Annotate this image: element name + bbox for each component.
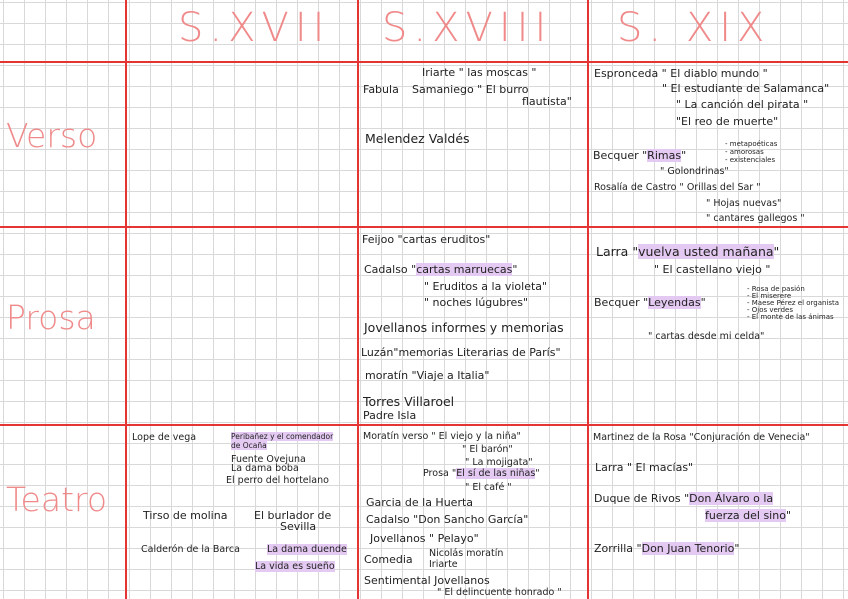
- prosa18-eruditos: " Eruditos a la violeta": [424, 280, 548, 293]
- teatro18-delincuente: " El delincuente honrado ": [437, 587, 562, 598]
- verso18-samaniego: Samaniego " El burro: [412, 83, 529, 96]
- prosa18-padre: Padre Isla: [363, 409, 417, 422]
- teatro18-cadalso: Cadalso "Don Sancho García": [366, 513, 529, 526]
- row-divider-1: [0, 61, 848, 63]
- teatro19-zorrilla: [594, 543, 739, 555]
- row-label-teatro: Teatro: [6, 480, 108, 519]
- cartas-marruecas-highlight: cartas marruecas: [416, 263, 513, 276]
- prosa19-becquer: [594, 297, 706, 309]
- verso19-estudiante: " El estudiante de Salamanca": [662, 82, 830, 95]
- teatro18-iriarte: Iriarte: [429, 559, 458, 570]
- verso18-flautista: flautista": [522, 95, 572, 108]
- leyendas-highlight: Leyendas: [648, 296, 701, 309]
- cartas-quote: ": [512, 263, 518, 276]
- prosa18-cadalso: [364, 264, 517, 276]
- leyenda-2: - El miserere: [747, 292, 792, 300]
- verso19-espronceda: Espronceda " El diablo mundo ": [594, 67, 768, 80]
- vuelva-quote: ": [773, 244, 780, 259]
- dama-duende-highlight: La dama duende: [267, 544, 347, 555]
- prosa19-cartas: " cartas desde mi celda": [648, 331, 765, 342]
- teatro19-martinez: Martinez de la Rosa "Conjuración de Venecia": [593, 432, 810, 443]
- teatro17-dama-boba: La dama boba: [231, 463, 299, 474]
- teatro18-nicolas: Nicolás moratín: [429, 548, 504, 559]
- verso19-hojas: " Hojas nuevas": [706, 198, 782, 209]
- prosa19-castellano: " El castellano viejo ": [654, 263, 771, 276]
- teatro18-mojigata: " La mojigata": [465, 457, 533, 468]
- teatro17-calderon: Calderón de la Barca: [141, 544, 240, 555]
- alvaro-quote: ": [785, 509, 791, 522]
- teatro17-dama-duende: [267, 544, 347, 556]
- teatro17-vida: [255, 561, 335, 573]
- teatro18-baron: " El barón": [462, 444, 513, 455]
- teatro18-garcia: Garcia de la Huerta: [366, 496, 474, 509]
- duque-label: Duque de Rivos ": [594, 492, 690, 505]
- header-s18: S.XVIII: [382, 5, 553, 51]
- leyendas-quote: ": [700, 296, 706, 309]
- column-divider-2: [357, 0, 359, 599]
- prosa18-moratin: moratín "Viaje a Italia": [365, 369, 490, 382]
- teatro19-alvaro-2: [705, 510, 791, 522]
- teatro18-sentimental: Sentimental Jovellanos: [364, 574, 490, 587]
- leyenda-1: - Rosa de pasión: [747, 285, 805, 293]
- row-divider-3: [0, 424, 848, 426]
- verso19-reo: "El reo de muerte": [676, 115, 779, 128]
- si-ninas-highlight: El sí de las niñas: [456, 468, 536, 479]
- becquer-label: Becquer ": [593, 149, 648, 162]
- prosa18-luzan: Luzán"memorias Literarias de París": [361, 346, 561, 359]
- vuelva-highlight: vuelva usted mañana: [638, 244, 774, 259]
- peribanez-highlight: Peribañez y el comendador: [231, 432, 334, 441]
- verso18-iriarte: Iriarte " las moscas ": [422, 66, 537, 79]
- alvaro-highlight-2: fuerza del sino: [705, 509, 786, 522]
- si-ninas-quote: ": [535, 468, 540, 479]
- teatro17-burlador-2: Sevilla: [280, 520, 317, 533]
- ocana-highlight: de Ocaña: [231, 441, 267, 450]
- verso18-fabula: Fabula: [363, 83, 399, 96]
- verso19-golondrinas: " Golondrinas": [660, 166, 729, 177]
- rimas-type-1: - metapoéticas: [725, 140, 778, 148]
- teatro17-perro: El perro del hortelano: [226, 475, 329, 486]
- prosa18-feijoo: Feijoo "cartas eruditos": [362, 233, 491, 246]
- teatro17-burlador-1: El burlador de: [254, 509, 332, 522]
- teatro17-peribanez: [231, 433, 333, 440]
- rimas-quote: ": [681, 149, 687, 162]
- teatro17-tirso: Tirso de molina: [143, 509, 228, 522]
- prosa18-torres: Torres Villaroel: [363, 394, 455, 409]
- cadalso-label: Cadalso ": [364, 263, 417, 276]
- teatro19-duque: [594, 493, 773, 505]
- verso19-cancion: " La canción del pirata ": [676, 98, 809, 111]
- column-divider-1: [125, 0, 127, 599]
- teatro19-larra: Larra " El macías": [595, 461, 694, 474]
- tenorio-quote: ": [734, 542, 740, 555]
- zorrilla-label: Zorrilla ": [594, 542, 642, 555]
- verso19-cantares: " cantares gallegos ": [706, 213, 805, 224]
- teatro18-cafe: " El café ": [465, 482, 512, 493]
- leyenda-4: - Ojos verdes: [747, 306, 793, 314]
- vida-sueno-highlight: La vida es sueño: [255, 561, 335, 572]
- leyenda-3: - Maese Pérez el organista: [747, 299, 840, 307]
- prosa18-noches: " noches lúgubres": [424, 296, 529, 309]
- alvaro-highlight-1: Don Álvaro o la: [689, 492, 774, 505]
- prosa19-larra: [596, 246, 779, 258]
- teatro18-jovellanos: Jovellanos " Pelayo": [370, 532, 479, 545]
- teatro17-peribanez-2: [231, 442, 267, 449]
- rimas-highlight: Rimas: [647, 149, 682, 162]
- teatro18-comedia: Comedia: [364, 553, 413, 566]
- larra-label: Larra ": [596, 244, 639, 259]
- row-label-verso: Verso: [6, 116, 98, 155]
- teatro17-fuente: Fuente Ovejuna: [231, 454, 306, 465]
- leyenda-5: - El monte de las ánimas: [747, 313, 834, 321]
- verso19-rosalia: Rosalía de Castro " Orillas del Sar ": [594, 182, 761, 193]
- verso19-becquer: [593, 150, 686, 162]
- row-divider-2: [0, 226, 848, 228]
- teatro18-prosa: [423, 468, 540, 480]
- column-divider-3: [587, 0, 589, 599]
- teatro17-lope: Lope de vega: [132, 432, 197, 443]
- row-label-prosa: Prosa: [6, 298, 96, 337]
- teatro18-moratin-verso: Moratín verso " El viejo y la niña": [363, 431, 521, 442]
- rimas-type-2: - amorosas: [725, 148, 764, 156]
- verso18-melendez: Melendez Valdés: [365, 131, 470, 146]
- header-s17: S.XVII: [178, 5, 331, 51]
- rimas-type-3: - existenciales: [725, 156, 776, 164]
- header-s19: S. XIX: [617, 5, 771, 51]
- prosa-label: Prosa ": [423, 468, 457, 479]
- tenorio-highlight: Don Juan Tenorio: [641, 542, 735, 555]
- prosa18-jovellanos: Jovellanos informes y memorias: [364, 320, 564, 335]
- becquer-prosa-label: Becquer ": [594, 296, 649, 309]
